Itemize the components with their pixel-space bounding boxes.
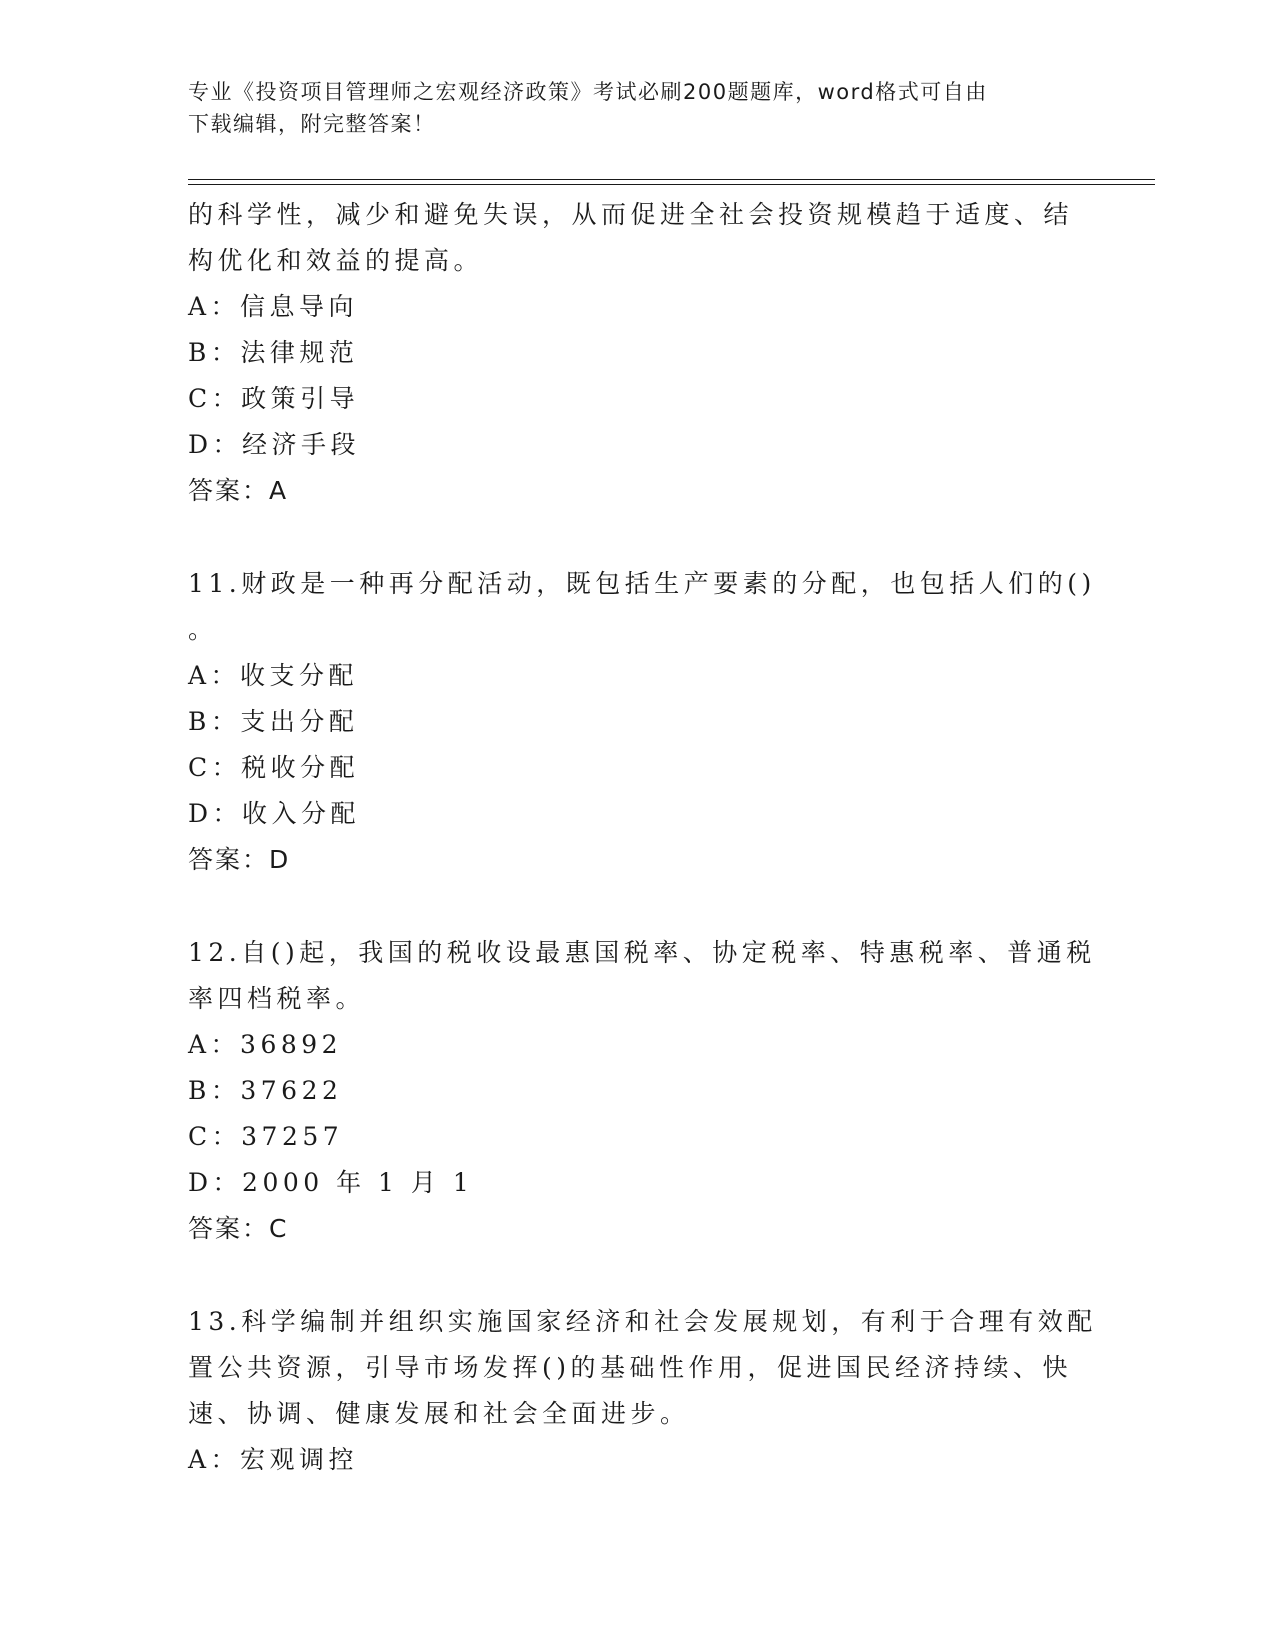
answer-line: 答案：D xyxy=(188,845,291,874)
header-line-2: 下载编辑，附完整答案！ xyxy=(188,112,436,136)
option-d: D：2000 年 1 月 1 xyxy=(188,1168,474,1197)
spacer xyxy=(188,1252,1088,1299)
spacer xyxy=(188,514,1088,561)
option-d: D：收入分配 xyxy=(188,799,361,828)
question-text-line: 11.财政是一种再分配活动，既包括生产要素的分配，也包括人们的() xyxy=(188,569,1096,598)
question-text-line: 速、协调、健康发展和社会全面进步。 xyxy=(188,1399,690,1428)
answer-line: 答案：A xyxy=(188,476,289,505)
spacer xyxy=(188,883,1088,930)
option-c: C：政策引导 xyxy=(188,384,360,413)
header-divider-top xyxy=(188,179,1155,180)
option-c: C：税收分配 xyxy=(188,753,360,782)
question-12 xyxy=(188,930,1096,1252)
option-d: D：经济手段 xyxy=(188,430,361,459)
question-text-line: 13.科学编制并组织实施国家经济和社会发展规划，有利于合理有效配 xyxy=(188,1307,1097,1336)
question-text-line: 12.自()起，我国的税收设最惠国税率、协定税率、特惠税率、普通税 xyxy=(188,938,1096,967)
question-text-line: 率四档税率。 xyxy=(188,984,366,1013)
option-b: B：37622 xyxy=(188,1076,343,1105)
option-b: B：支出分配 xyxy=(188,707,359,736)
question-text-line: 。 xyxy=(188,615,218,644)
option-a: A：宏观调控 xyxy=(188,1445,359,1474)
option-a: A：信息导向 xyxy=(188,292,359,321)
question-content xyxy=(188,192,1097,1483)
question-text-line: 构优化和效益的提高。 xyxy=(188,246,484,275)
question-13 xyxy=(188,1299,1097,1483)
question-text-line: 置公共资源，引导市场发挥()的基础性作用，促进国民经济持续、快 xyxy=(188,1353,1073,1382)
option-a: A：收支分配 xyxy=(188,661,359,690)
header-line-1: 专业《投资项目管理师之宏观经济政策》考试必刷200题题库，word格式可自由 xyxy=(188,80,988,104)
document-header xyxy=(188,76,1088,140)
option-b: B：法律规范 xyxy=(188,338,359,367)
question-11 xyxy=(188,561,1096,883)
question-text-line: 的科学性，减少和避免失误，从而促进全社会投资规模趋于适度、结 xyxy=(188,200,1074,229)
option-a: A：36892 xyxy=(188,1030,343,1059)
option-c: C：37257 xyxy=(188,1122,344,1151)
header-divider-bottom xyxy=(188,184,1155,185)
answer-line: 答案：C xyxy=(188,1214,289,1243)
question-10 xyxy=(188,192,1088,514)
